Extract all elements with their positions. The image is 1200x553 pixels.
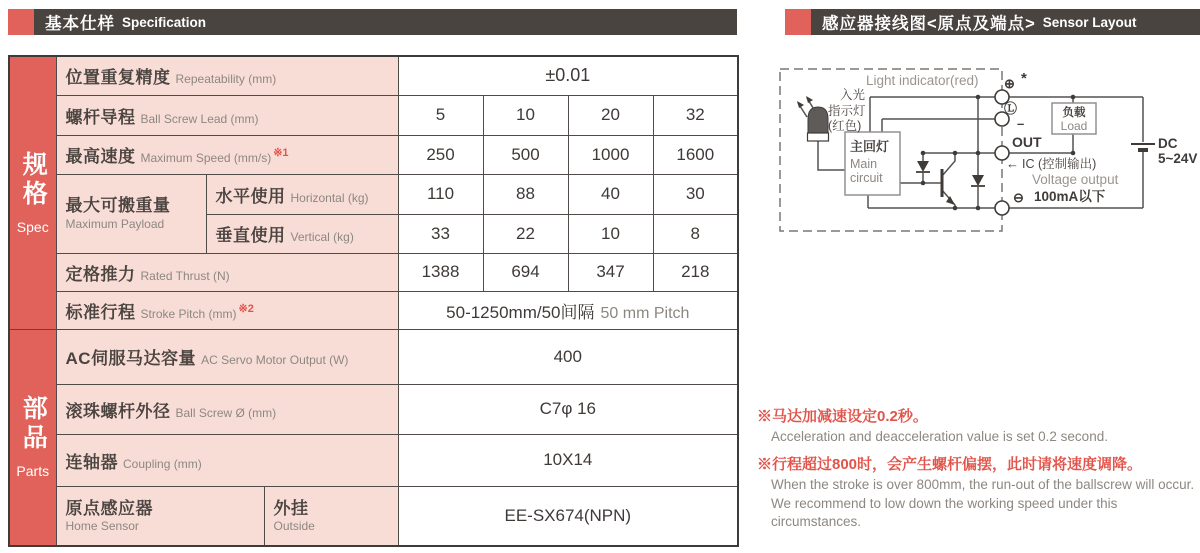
header-accent-square [785, 9, 811, 35]
value-lead-3: 20 [568, 95, 653, 135]
value-vertical-3: 10 [568, 214, 653, 253]
section-label-en: Spec [16, 218, 49, 235]
value-thrust-2: 694 [483, 253, 568, 291]
led-label-zh: (红色) [828, 119, 862, 133]
value-vertical-1: 33 [398, 214, 483, 253]
value-coupling: 10X14 [398, 434, 738, 486]
row-home-sensor [9, 486, 738, 546]
row-coupling [9, 434, 738, 486]
row-ball-screw-diameter [9, 384, 738, 434]
label-motor-output: AC伺服马达容量 AC Servo Motor Output (W) [56, 329, 398, 384]
footnote-1-en: Acceleration and deacceleration value is set 0.2 second. [771, 429, 1108, 444]
main-circuit-label-en: Main [850, 157, 878, 171]
footnotes [757, 408, 1200, 530]
dc-voltage-label: 5~24V [1158, 151, 1198, 166]
value-speed-2: 500 [483, 135, 568, 174]
value-speed-4: 1600 [653, 135, 738, 174]
row-max-speed [9, 135, 738, 174]
footnote-1-zh: ※马达加减速设定0.2秒。 [757, 408, 928, 425]
section-spec [9, 56, 56, 329]
label-home-sensor: 原点感应器 Home Sensor [56, 486, 264, 546]
value-thrust-1: 1388 [398, 253, 483, 291]
terminal-plus-label: ⊕ [1004, 76, 1015, 91]
label-rated-thrust: 定格推力 Rated Thrust (N) [56, 253, 398, 291]
value-thrust-4: 218 [653, 253, 738, 291]
value-ball-screw-diameter: C7φ 16 [398, 384, 738, 434]
value-lead-4: 32 [653, 95, 738, 135]
value-horizontal-4: 30 [653, 174, 738, 214]
led-label-zh: 指示灯 [828, 104, 866, 118]
sensor-wiring-diagram [770, 55, 1200, 245]
label-coupling: 连轴器 Coupling (mm) [56, 434, 398, 486]
header-title-zh: 感应器接线图<原点及端点> [822, 15, 1036, 33]
footnote-2-en: When the stroke is over 800mm, the run-out of the ballscrew will occur. [771, 476, 1195, 492]
header-title-en: Specification [122, 14, 207, 30]
main-circuit-label-en: circuit [850, 171, 883, 185]
header-title-zh: 基本仕样 [45, 15, 115, 33]
footnote-2-zh: ※行程超过800时，会产生螺杆偏摆，此时请将速度调降。 [757, 455, 1143, 473]
row-ball-screw-lead [9, 95, 738, 135]
light-indicator-label: Light indicator(red) [866, 73, 979, 88]
label-repeatability: 位置重复精度 Repeatability (mm) [56, 56, 398, 95]
label-ball-screw-lead: 螺杆导程 Ball Screw Lead (mm) [56, 95, 398, 135]
label-ball-screw-diameter: 滚珠螺杆外径 Ball Screw Ø (mm) [56, 384, 398, 434]
value-horizontal-2: 88 [483, 174, 568, 214]
value-vertical-4: 8 [653, 214, 738, 253]
value-speed-3: 1000 [568, 135, 653, 174]
header-title-en: Sensor Layout [1042, 14, 1137, 30]
ic-label: IC (控制输出) [1022, 157, 1097, 171]
row-rated-thrust [9, 253, 738, 291]
battery-icon [1131, 144, 1155, 150]
section-parts [9, 329, 56, 546]
value-speed-1: 250 [398, 135, 483, 174]
label-outside: 外挂 Outside [264, 486, 398, 546]
zener-diode-icon [916, 161, 930, 172]
voltage-output-label: Voltage output [1032, 172, 1119, 187]
load-label-zh: 负载 [1062, 107, 1086, 119]
label-stroke-pitch: 标准行程 Stroke Pitch (mm) $^{※2}$ [56, 291, 398, 329]
value-motor-output: 400 [398, 329, 738, 384]
terminal-neg-label: ⊖ [1013, 190, 1024, 205]
footnote-mark-1: ※1 [273, 147, 289, 159]
value-stroke: 50-1250mm/50间隔 50 mm Pitch [398, 291, 738, 329]
section-label-zh: 规格 [19, 150, 48, 209]
dc-label: DC [1158, 136, 1178, 151]
footnote-mark-2: ※2 [238, 302, 254, 315]
label-max-payload: 最大可搬重量 Maximum Payload [56, 174, 206, 253]
main-circuit-label-zh: 主回灯 [850, 139, 890, 154]
terminal-star-label: * [1021, 70, 1027, 87]
value-vertical-2: 22 [483, 214, 568, 253]
value-lead-1: 5 [398, 95, 483, 135]
value-horizontal-3: 40 [568, 174, 653, 214]
label-horizontal: 水平使用 Horizontal (kg) [206, 174, 398, 214]
led-icon [797, 96, 829, 141]
footnote-2-en: We recommend to low down the working speed under this circumstances. [771, 496, 1118, 529]
zener-diode-icon [971, 175, 985, 186]
row-stroke-pitch [9, 291, 738, 329]
header-specification [8, 9, 737, 35]
header-sensor-layout [785, 9, 1200, 35]
terminal-l-label: Ⓛ [1004, 101, 1018, 116]
value-horizontal-1: 110 [398, 174, 483, 214]
terminal-minus-sign: – [1017, 116, 1025, 131]
label-max-speed: 最高速度 Maximum Speed (mm/s) $^{※1}$ [56, 135, 398, 174]
section-label-en: Parts [16, 463, 50, 480]
out-label: OUT [1012, 134, 1042, 150]
value-repeatability: ±0.01 [398, 56, 738, 95]
load-label-en: Load [1060, 119, 1088, 133]
row-payload-horizontal [9, 174, 738, 214]
value-lead-2: 10 [483, 95, 568, 135]
label-vertical: 垂直使用 Vertical (kg) [206, 214, 398, 253]
value-home-sensor: EE-SX674(NPN) [398, 486, 738, 546]
ic-arrow: ← [1006, 156, 1019, 171]
value-thrust-3: 347 [568, 253, 653, 291]
row-motor-output [9, 329, 738, 384]
section-label-zh: 部品 [19, 395, 48, 454]
spec-table [8, 55, 739, 547]
row-repeatability [9, 56, 738, 95]
current-limit-label: 100mA以下 [1034, 189, 1106, 204]
led-label-zh: 入光 [840, 88, 866, 102]
header-accent-square [8, 9, 34, 35]
